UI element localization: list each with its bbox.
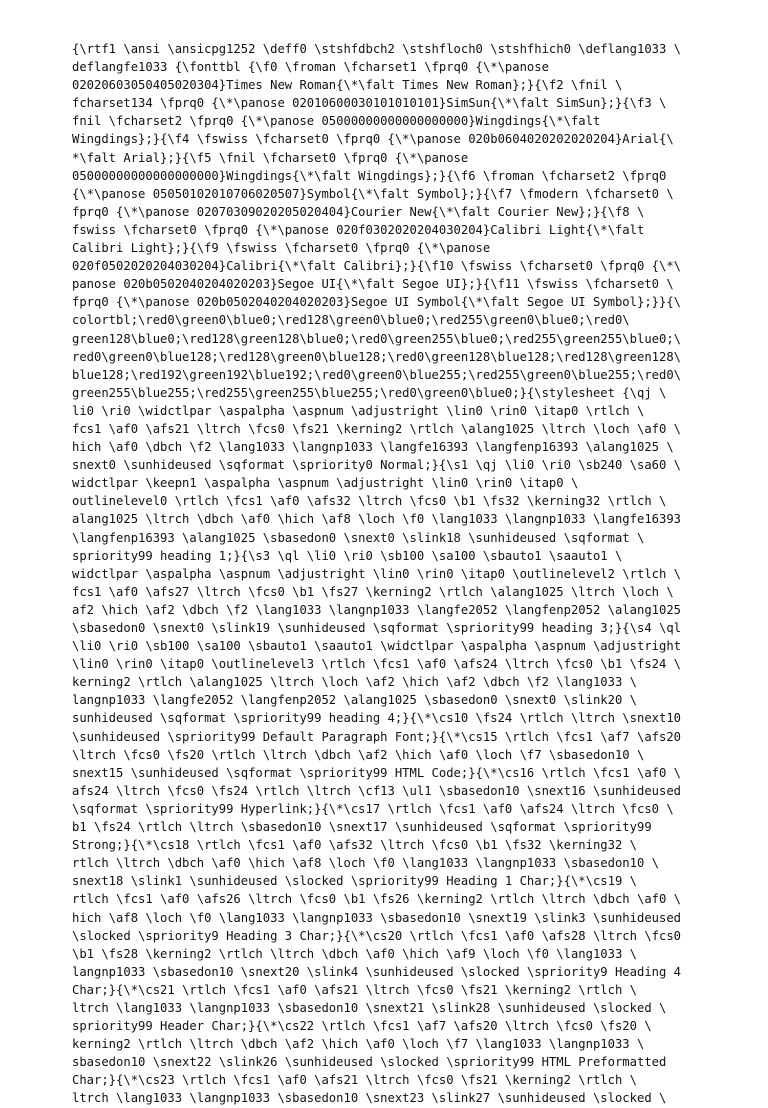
text-line: green255\blue255;\red255\green255\blue255;\red0\green0\blue0;}{\stylesheet {\qj \ — [72, 385, 667, 400]
text-line: \b1 \fs28 \kerning2 \rtlch \ltrch \dbch \af0 \hich \af9 \loch \f0 \lang1033 \ — [72, 946, 637, 961]
text-line: fcs1 \af0 \afs21 \ltrch \fcs0 \fs21 \kerning2 \rtlch \alang1025 \ltrch \loch \af0 \ — [72, 421, 682, 436]
text-line: sunhideused \sqformat \spriority99 heading 4;}{\*\cs10 \fs24 \rtlch \ltrch \snext10 — [72, 711, 682, 726]
text-line: alang1025 \ltrch \dbch \af0 \hich \af8 \loch \f0 \lang1033 \langnp1033 \langfe16393 — [72, 512, 682, 527]
text-line: rtlch \fcs1 \af0 \afs26 \ltrch \fcs0 \b1 \fs26 \kerning2 \rtlch \ltrch \dbch \af0 \ — [72, 892, 682, 907]
text-line: Char;}{\*\cs23 \rtlch \fcs1 \af0 \afs21 \ltrch \fcs0 \fs21 \kerning2 \rtlch \ — [72, 1073, 637, 1088]
text-line: 020f0502020204030204}Calibri{\*\falt Calibri};}{\f10 \fswiss \fcharset0 \fprq0 {\*\ — [72, 259, 682, 274]
text-line: widctlpar \keepn1 \aspalpha \aspnum \adjustright \lin0 \rin0 \itap0 \ — [72, 476, 579, 491]
text-line: spriority99 Header Char;}{\*\cs22 \rtlch \fcs1 \af7 \afs20 \ltrch \fcs0 \fs20 \ — [72, 1019, 652, 1034]
text-line: langnp1033 \sbasedon10 \snext20 \slink4 \sunhideused \slocked \spriority9 Heading 4 — [72, 964, 682, 979]
text-line: fprq0 {\*\panose 020b0502040204020203}Segoe UI Symbol{\*\falt Segoe UI Symbol};}}{\ — [72, 295, 682, 310]
text-line: Strong;}{\*\cs18 \rtlch \fcs1 \af0 \afs32 \ltrch \fcs0 \b1 \fs32 \kerning32 \ — [72, 838, 637, 853]
text-line: kerning2 \rtlch \alang1025 \ltrch \loch \af2 \hich \af2 \dbch \f2 \lang1033 \ — [72, 675, 637, 690]
text-line: hich \af8 \loch \f0 \lang1033 \langnp1033 \sbasedon10 \snext19 \slink3 \sunhideused — [72, 910, 682, 925]
text-line: Calibri Light};}{\f9 \fswiss \fcharset0 \fprq0 {\*\panose — [72, 241, 491, 256]
text-line: fprq0 {\*\panose 02070309020205020404}Courier New{\*\falt Courier New};}{\f8 \ — [72, 204, 645, 219]
text-line: Char;}{\*\cs21 \rtlch \fcs1 \af0 \afs21 \ltrch \fcs0 \fs21 \kerning2 \rtlch \ — [72, 982, 637, 997]
text-line: af2 \hich \af2 \dbch \f2 \lang1033 \langnp1033 \langfe2052 \langfenp2052 \alang1025 — [72, 602, 682, 617]
text-line: \ltrch \fcs0 \fs20 \rtlch \ltrch \dbch \af2 \hich \af0 \loch \f7 \sbasedon10 \ — [72, 747, 645, 762]
text-line: snext0 \sunhideused \sqformat \spriority0 Normal;}{\s1 \qj \li0 \ri0 \sb240 \sa60 \ — [72, 458, 682, 473]
text-line: \langfenp16393 \alang1025 \sbasedon0 \snext0 \slink18 \sunhideused \sqformat \ — [72, 530, 645, 545]
text-line: \lin0 \rin0 \itap0 \outlinelevel3 \rtlch \fcs1 \af0 \afs24 \ltrch \fcs0 \b1 \fs24 \ — [72, 657, 682, 672]
text-line: 02020603050405020304}Times New Roman{\*\falt Times New Roman};}{\f2 \fnil \ — [72, 78, 623, 93]
text-line: li0 \ri0 \widctlpar \aspalpha \aspnum \adjustright \lin0 \rin0 \itap0 \rtlch \ — [72, 403, 645, 418]
text-line: \sqformat \spriority99 Hyperlink;}{\*\cs17 \rtlch \fcs1 \af0 \afs24 \ltrch \fcs0 \ — [72, 801, 674, 816]
text-line: kerning2 \rtlch \ltrch \dbch \af2 \hich \af0 \loch \f7 \lang1033 \langnp1033 \ — [72, 1037, 645, 1052]
text-line: deflangfe1033 {\fonttbl {\f0 \froman \fcharset1 \fprq0 {\*\panose — [72, 60, 549, 75]
text-line: ltrch \lang1033 \langnp1033 \sbasedon10 \snext21 \slink28 \sunhideused \slocked \ — [72, 1000, 667, 1015]
text-line: sbasedon10 \snext22 \slink26 \sunhideused \slocked \spriority99 HTML Preformatted — [72, 1055, 667, 1070]
text-line: colortbl;\red0\green0\blue0;\red128\green0\blue0;\red255\green0\blue0;\red0\ — [72, 313, 630, 328]
text-line: snext18 \slink1 \sunhideused \slocked \spriority99 Heading 1 Char;}{\*\cs19 \ — [72, 874, 637, 889]
text-line: fswiss \fcharset0 \fprq0 {\*\panose 020f0302020204030204}Calibri Light{\*\falt — [72, 222, 645, 237]
text-line: \sbasedon0 \snext0 \slink19 \sunhideused \sqformat \spriority99 heading 3;}{\s4 \ql — [72, 621, 682, 635]
text-line: {\*\panose 05050102010706020507}Symbol{\*\falt Symbol};}{\f7 \fmodern \fcharset0 \ — [72, 186, 674, 201]
text-line: fcs1 \af0 \afs27 \ltrch \fcs0 \b1 \fs27 \kerning2 \rtlch \alang1025 \ltrch \loch \ — [72, 584, 674, 599]
text-line: blue128;\red192\green192\blue192;\red0\green0\blue255;\red255\green0\blue255;\red0\ — [72, 367, 682, 382]
text-line: snext15 \sunhideused \sqformat \spriority99 HTML Code;}{\*\cs16 \rtlch \fcs1 \af0 \ — [72, 765, 682, 780]
text-line: ltrch \lang1033 \langnp1033 \sbasedon10 \snext23 \slink27 \sunhideused \slocked \ — [72, 1091, 667, 1106]
text-line: Wingdings};}{\f4 \fswiss \fcharset0 \fprq0 {\*\panose 020b0604020202020204}Arial{\ — [72, 132, 674, 147]
text-line: \slocked \spriority9 Heading 3 Char;}{\*\cs20 \rtlch \fcs1 \af0 \afs28 \ltrch \fcs0 — [72, 928, 682, 943]
text-line: rtlch \ltrch \dbch \af0 \hich \af8 \loch \f0 \lang1033 \langnp1033 \sbasedon10 \ — [72, 856, 659, 871]
text-line: outlinelevel0 \rtlch \fcs1 \af0 \afs32 \ltrch \fcs0 \b1 \fs32 \kerning32 \rtlch \ — [72, 494, 667, 509]
text-line: fcharset134 \fprq0 {\*\panose 02010600030101010101}SimSun{\*\falt SimSun};}{\f3 \ — [72, 96, 667, 111]
rtf-source-text — [72, 40, 768, 1108]
text-line: \li0 \ri0 \sb100 \sa100 \sbauto1 \saauto1 \widctlpar \aspalpha \aspnum \adjustright — [72, 639, 682, 654]
text-line: {\rtf1 \ansi \ansicpg1252 \deff0 \stshfdbch2 \stshfloch0 \stshfhich0 \deflang1033 \ — [72, 42, 682, 56]
text-line: \sunhideused \spriority99 Default Paragraph Font;}{\*\cs15 \rtlch \fcs1 \af7 \afs20 — [72, 729, 682, 744]
text-line: afs24 \ltrch \fcs0 \fs24 \rtlch \ltrch \cf13 \ul1 \sbasedon10 \snext16 \sunhideused — [72, 783, 682, 798]
text-line: red0\green0\blue128;\red128\green0\blue128;\red0\green128\blue128;\red128\green128\ — [72, 349, 682, 364]
text-line: panose 020b0502040204020203}Segoe UI{\*\falt Segoe UI};}{\f11 \fswiss \fcharset0 \ — [72, 277, 674, 292]
text-line: green128\blue0;\red128\green128\blue0;\red0\green255\blue0;\red255\green255\blue0;\ — [72, 331, 682, 346]
text-line: *\falt Arial};}{\f5 \fnil \fcharset0 \fprq0 {\*\panose — [72, 150, 469, 165]
text-line: hich \af0 \dbch \f2 \lang1033 \langnp1033 \langfe16393 \langfenp16393 \alang1025 \ — [72, 440, 674, 455]
text-line: 05000000000000000000}Wingdings{\*\falt Wingdings};}{\f6 \froman \fcharset2 \fprq0 — [72, 168, 667, 183]
text-line: fnil \fcharset2 \fprq0 {\*\panose 05000000000000000000}Wingdings{\*\falt — [72, 114, 601, 129]
text-line: langnp1033 \langfe2052 \langfenp2052 \alang1025 \sbasedon0 \snext0 \slink20 \ — [72, 693, 637, 708]
text-line: widctlpar \aspalpha \aspnum \adjustright \lin0 \rin0 \itap0 \outlinelevel2 \rtlch \ — [72, 566, 682, 581]
text-line: spriority99 heading 1;}{\s3 \ql \li0 \ri0 \sb100 \sa100 \sbauto1 \saauto1 \ — [72, 548, 623, 563]
text-line: b1 \fs24 \rtlch \ltrch \sbasedon10 \snext17 \sunhideused \sqformat \spriority99 — [72, 820, 652, 835]
